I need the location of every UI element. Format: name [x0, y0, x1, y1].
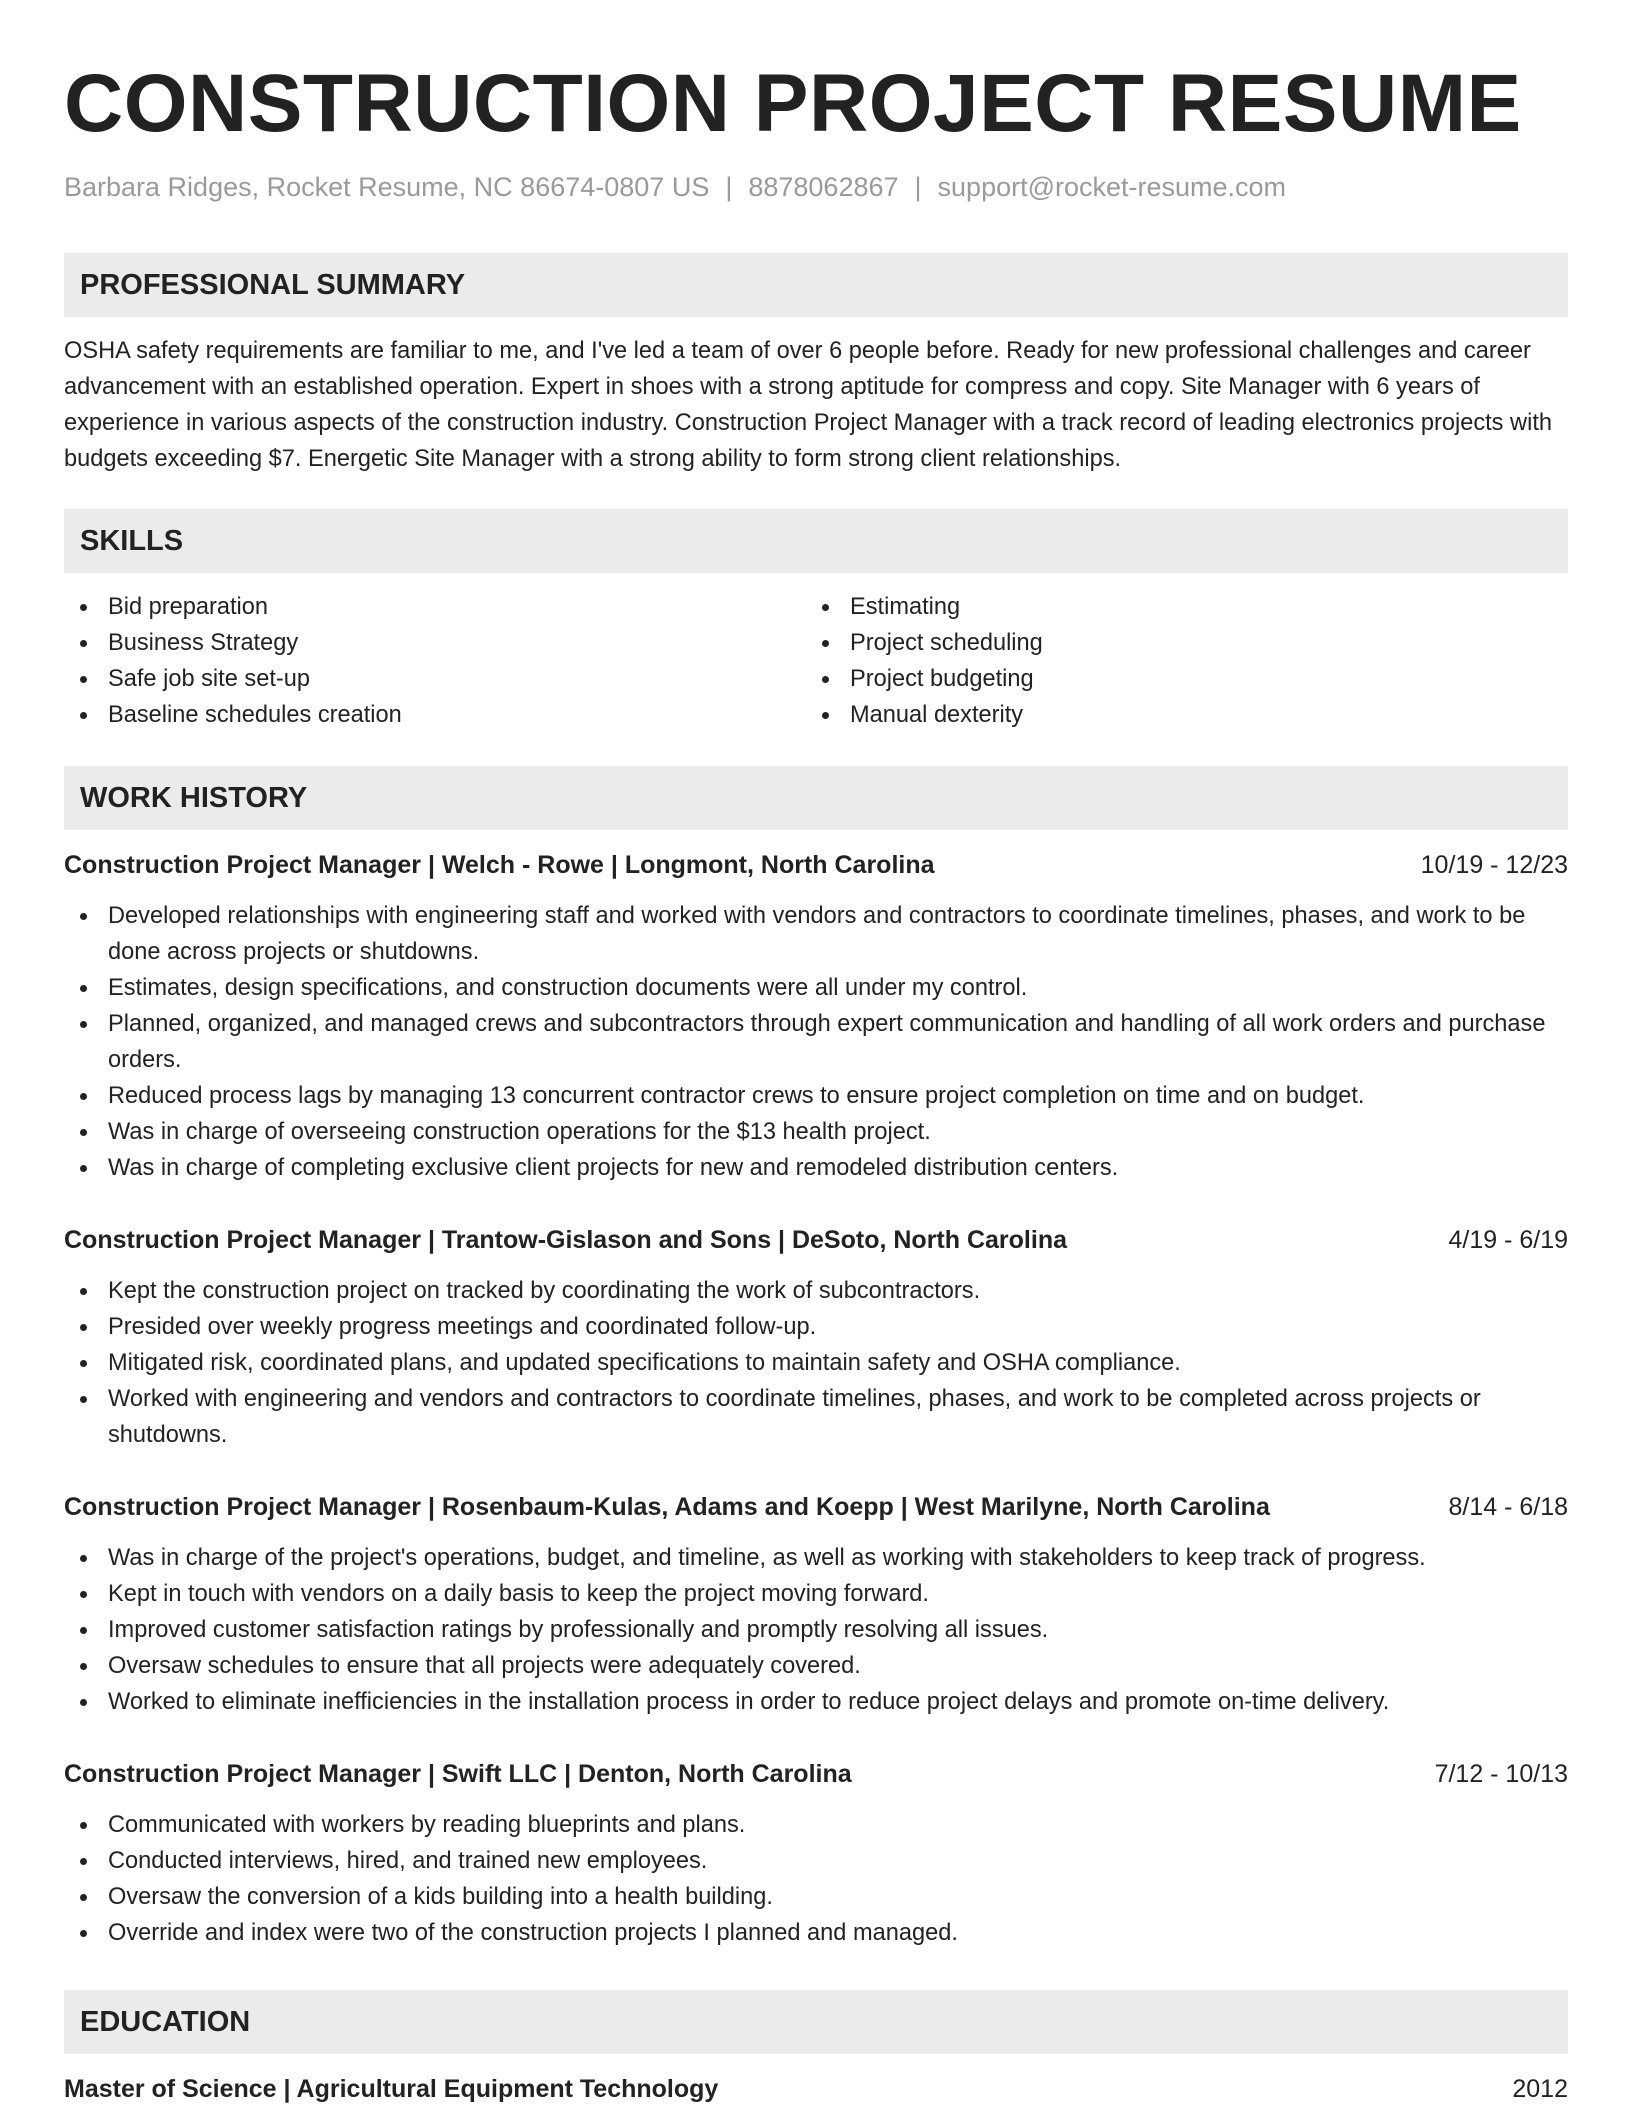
job-entry: [64, 1223, 1568, 1453]
job-bullet: Worked to eliminate inefficiencies in the installation process in order to reduce project delays and promote on-time delivery.: [64, 1684, 1568, 1720]
job-dates: 10/19 - 12/23: [1420, 851, 1568, 879]
job-bullet: Conducted interviews, hired, and trained new employees.: [64, 1843, 1568, 1879]
job-bullet: Planned, organized, and managed crews and subcontractors through expert communication and handling of all work orders and purchase orders.: [64, 1006, 1568, 1078]
education-year: 2012: [1512, 2075, 1568, 2103]
job-bullet: Mitigated risk, coordinated plans, and updated specifications to maintain safety and OSHA compliance.: [64, 1345, 1568, 1381]
education-entry: [64, 2072, 1568, 2106]
job-bullet-list: [64, 1807, 1568, 1951]
contact-line: [64, 170, 1568, 204]
education-section: [64, 1990, 1568, 2106]
job-bullet: Worked with engineering and vendors and contractors to coordinate timelines, phases, and work to be completed across projects or shutdowns.: [64, 1381, 1568, 1453]
job-entry: [64, 1490, 1568, 1720]
summary-text: OSHA safety requirements are familiar to me, and I've led a team of over 6 people before. Ready for new professional challenges and career advancement with an established operation. Expert in shoes with a strong aptitude for compress and copy. Site Manager with 6 years of experience in various aspects of the construction industry. Construction Project Manager with a track record of leading electronics projects with budgets exceeding $7. Energetic Site Manager with a strong ability to form strong client relationships.: [64, 338, 1552, 472]
job-header: [64, 1490, 1568, 1524]
job-title: Construction Project Manager | Welch - Rowe | Longmont, North Carolina: [64, 851, 935, 879]
job-bullet-list: [64, 898, 1568, 1186]
job-header: [64, 1223, 1568, 1257]
job-bullet: Developed relationships with engineering staff and worked with vendors and contractors to coordinate timelines, phases, and work to be done across projects or shutdowns.: [64, 898, 1568, 970]
contact-address: Barbara Ridges, Rocket Resume, NC 86674-0807 US: [64, 172, 710, 202]
education-degree: Master of Science | Agricultural Equipment Technology: [64, 2075, 719, 2103]
job-bullet: Kept the construction project on tracked by coordinating the work of subcontractors.: [64, 1273, 1568, 1309]
skills-column-left: [64, 589, 806, 733]
section-heading-skills: SKILLS: [64, 509, 1568, 573]
job-entry: [64, 848, 1568, 1186]
section-heading-summary: PROFESSIONAL SUMMARY: [64, 253, 1568, 317]
contact-separator: |: [914, 172, 922, 202]
skill-item: Business Strategy: [64, 625, 806, 661]
contact-email: support@rocket-resume.com: [937, 172, 1287, 202]
skill-item: Baseline schedules creation: [64, 697, 806, 733]
skills-grid: [64, 589, 1568, 733]
job-bullet-list: [64, 1540, 1568, 1720]
section-heading-work-history: WORK HISTORY: [64, 766, 1568, 830]
job-bullet: Presided over weekly progress meetings and coordinated follow-up.: [64, 1309, 1568, 1345]
skill-item: Bid preparation: [64, 589, 806, 625]
skills-section: [64, 509, 1568, 733]
skill-item: Manual dexterity: [806, 697, 1548, 733]
job-bullet: Was in charge of completing exclusive client projects for new and remodeled distribution centers.: [64, 1150, 1568, 1186]
job-header: [64, 1757, 1568, 1791]
job-bullet: Override and index were two of the construction projects I planned and managed.: [64, 1915, 1568, 1951]
job-entry: [64, 1757, 1568, 1951]
contact-separator: |: [725, 172, 733, 202]
job-bullet: Estimates, design specifications, and construction documents were all under my control.: [64, 970, 1568, 1006]
job-title: Construction Project Manager | Trantow-Gislason and Sons | DeSoto, North Carolina: [64, 1226, 1067, 1254]
job-bullet: Oversaw the conversion of a kids building into a health building.: [64, 1879, 1568, 1915]
work-history-section: [64, 766, 1568, 830]
skill-item: Project budgeting: [806, 661, 1548, 697]
summary-section: [64, 253, 1568, 477]
skill-item: Safe job site set-up: [64, 661, 806, 697]
skill-item: Project scheduling: [806, 625, 1548, 661]
skills-column-right: [806, 589, 1548, 733]
job-title: Construction Project Manager | Rosenbaum-Kulas, Adams and Koepp | West Marilyne, North Carolina: [64, 1493, 1270, 1521]
job-bullet: Kept in touch with vendors on a daily basis to keep the project moving forward.: [64, 1576, 1568, 1612]
resume-page: [64, 0, 1568, 2103]
job-dates: 4/19 - 6/19: [1448, 1226, 1568, 1254]
job-bullet: Was in charge of overseeing construction operations for the $13 health project.: [64, 1114, 1568, 1150]
job-bullet: Oversaw schedules to ensure that all projects were adequately covered.: [64, 1648, 1568, 1684]
job-bullet: Communicated with workers by reading blueprints and plans.: [64, 1807, 1568, 1843]
resume-title: CONSTRUCTION PROJECT RESUME: [64, 58, 1522, 149]
job-title: Construction Project Manager | Swift LLC | Denton, North Carolina: [64, 1760, 852, 1788]
job-dates: 7/12 - 10/13: [1434, 1760, 1568, 1788]
job-bullet: Improved customer satisfaction ratings by professionally and promptly resolving all issues.: [64, 1612, 1568, 1648]
job-bullet-list: [64, 1273, 1568, 1453]
contact-phone: 8878062867: [748, 172, 899, 202]
job-header: [64, 848, 1568, 882]
section-heading-education: EDUCATION: [64, 1990, 1568, 2054]
job-bullet: Reduced process lags by managing 13 concurrent contractor crews to ensure project completion on time and on budget.: [64, 1078, 1568, 1114]
skill-item: Estimating: [806, 589, 1548, 625]
job-dates: 8/14 - 6/18: [1448, 1493, 1568, 1521]
job-bullet: Was in charge of the project's operations, budget, and timeline, as well as working with stakeholders to keep track of progress.: [64, 1540, 1568, 1576]
